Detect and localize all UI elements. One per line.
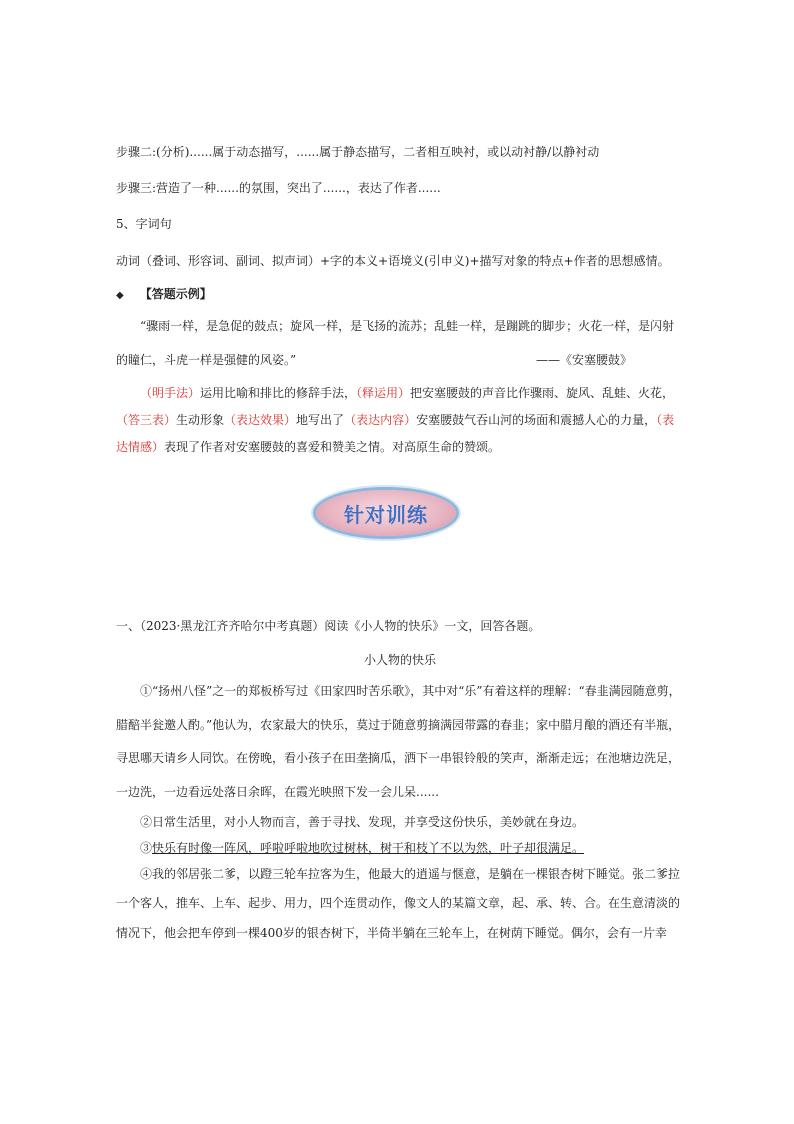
answer-tag-effect: （表达效果） bbox=[224, 413, 297, 427]
diamond-bullet-icon: ◆ bbox=[116, 290, 124, 301]
paragraph-1-line-1: ①“扬州八怪”之一的郑板桥写过《田家四时苦乐歌》，其中对“乐”有着这样的理解：“春韭满园随意剪， bbox=[140, 684, 681, 698]
example-heading-row bbox=[116, 286, 684, 304]
targeted-training-badge bbox=[316, 490, 456, 536]
answer-tag-method: （明手法） bbox=[140, 386, 201, 400]
article-title: 小人物的快乐 bbox=[363, 653, 436, 667]
section-five-heading: 5、字词句 bbox=[116, 217, 172, 231]
example-quote-line-2: 的瞳仁，斗虎一样是强健的风姿。” bbox=[116, 353, 297, 367]
answer-tag-emotion-start: （表 bbox=[656, 413, 675, 427]
example-source: ——《安塞腰鼓》 bbox=[536, 353, 633, 367]
answer-text-method: 运用比喻和排比的修辞手法， bbox=[200, 386, 357, 400]
answer-line-1 bbox=[140, 385, 684, 401]
example-heading: 【答题示例】 bbox=[139, 287, 212, 301]
answer-tag-emotion-end: 达情感） bbox=[116, 440, 165, 454]
paragraph-1-line-4: 一边洗，一边看远处落日余晖，在霞光映照下发一会儿呆...... bbox=[116, 785, 439, 799]
paragraph-1-line-3: 寻思哪天请乡人同饮。在傍晚，看小孩子在田垄摘瓜，洒下一串银铃般的笑声，渐渐走远；在池塘边洗足， bbox=[116, 751, 681, 765]
paragraph-4-line-1: ④我的邻居张二爹，以蹬三轮车拉客为生，他最大的逍遥与惬意，是躺在一棵银杏树下睡觉。张二爹拉 bbox=[140, 867, 681, 881]
paragraph-4-line-3: 情况下，他会把车停到一棵400岁的银杏树下，半倚半躺在三轮车上，在树荫下睡觉。偶尔，会有一片幸 bbox=[116, 926, 667, 940]
paragraph-3-row bbox=[140, 840, 684, 856]
paragraph-2: ②日常生活里，对小人物而言，善于寻找、发现，并享受这份快乐，美妙就在身边。 bbox=[140, 815, 585, 829]
step-two-text: 步骤二:(分析)......属于动态描写，......属于静态描写，二者相互映衬，或以动衬静/以静衬动 bbox=[116, 145, 600, 159]
answer-line-3 bbox=[116, 439, 684, 455]
answer-tag-three: （答三表） bbox=[116, 413, 177, 427]
paragraph-4-line-2: 一个客人，推车、上车、起步、用力，四个连贯动作，像文人的某篇文章，起、承、转、合。在生意清淡的 bbox=[116, 896, 681, 910]
answer-text-vivid: 生动形象 bbox=[176, 413, 225, 427]
paragraph-1-line-2: 腊醅半瓮邀人酌。”他认为，农家最大的快乐，莫过于随意剪摘满园带露的春韭；家中腊月酿的酒还有半瓶， bbox=[116, 718, 681, 732]
paragraph-3-underlined: 快乐有时像一阵风，呼啦呼啦地吹过树林，树干和枝丫不以为然，叶子却很满足。 bbox=[152, 841, 585, 855]
example-quote-line-2-row bbox=[116, 352, 676, 368]
question-intro: 一、（2023·黑龙江齐齐哈尔中考真题）阅读《小人物的快乐》一文，回答各题。 bbox=[116, 619, 541, 633]
step-three-text: 步骤三:营造了一种......的氛围，突出了......，表达了作者...... bbox=[116, 181, 441, 195]
example-quote-line-1: “骤雨一样，是急促的鼓点；旋风一样，是飞扬的流苏；乱蛙一样，是蹦跳的脚步；火花一样，是闪射 bbox=[140, 319, 675, 333]
answer-text-write: 地写出了 bbox=[296, 413, 345, 427]
paragraph-3-number: ③ bbox=[140, 841, 153, 855]
answer-text-content: 安塞腰鼓气吞山河的场面和震撼人心的力量， bbox=[416, 413, 657, 427]
answer-line-2 bbox=[116, 412, 684, 428]
section-five-formula: 动词（叠词、形容词、副词、拟声词）+字的本义+语境义(引申义)+描写对象的特点+作者的思想感情。 bbox=[116, 254, 670, 268]
answer-text-emotion: 表现了作者对安塞腰鼓的喜爱和赞美之情。对高原生命的赞颂。 bbox=[164, 440, 501, 454]
answer-text-explain: 把安塞腰鼓的声音比作骤雨、旋风、乱蛙、火花， bbox=[410, 386, 675, 400]
answer-tag-content: （表达内容） bbox=[344, 413, 417, 427]
badge-label: 针对训练 bbox=[344, 502, 428, 527]
answer-tag-explain: （释运用） bbox=[356, 386, 411, 400]
